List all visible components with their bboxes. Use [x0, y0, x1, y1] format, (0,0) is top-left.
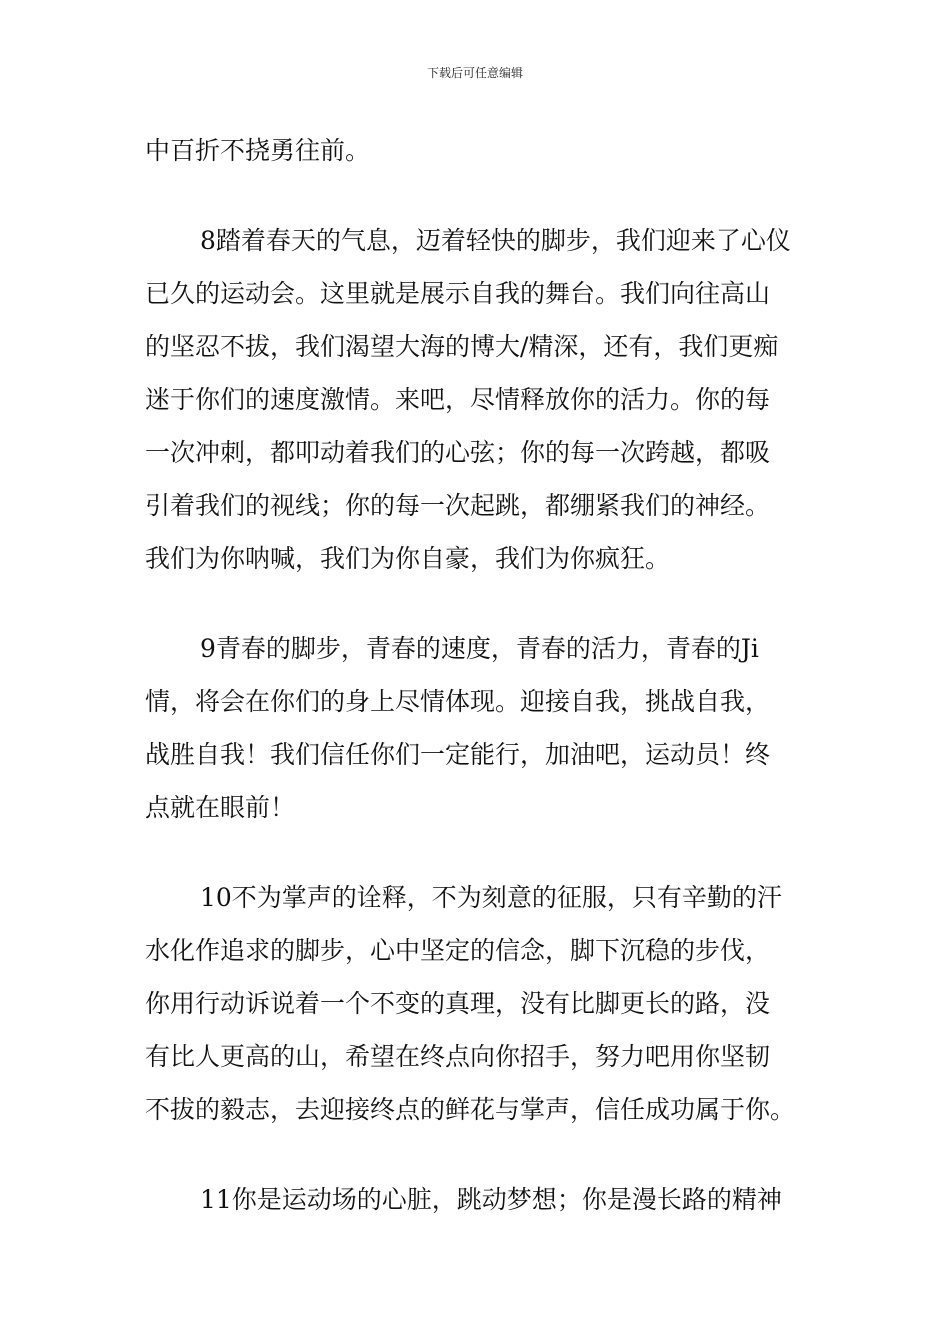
- text-line: 水化作追求的脚步，心中坚定的信念，脚下沉稳的步伐，: [145, 936, 771, 965]
- text-line: 引着我们的视线；你的每一次起跳，都绷紧我们的神经。: [145, 491, 771, 520]
- text-line: 的坚忍不拔，我们渴望大海的博大/精深，还有，我们更痴: [145, 332, 779, 361]
- text-line: 10不为掌声的诠释，不为刻意的征服，只有辛勤的汗: [200, 883, 782, 912]
- paragraph-8: [145, 214, 810, 585]
- paragraph-9: [145, 622, 810, 834]
- text-line: 8踏着春天的气息，迈着轻快的脚步，我们迎来了心仪: [200, 226, 791, 255]
- text-line: 9青春的脚步，青春的速度，青春的活力，青春的Ji: [200, 634, 759, 663]
- paragraph-gap: [145, 1136, 810, 1173]
- paragraph-11: [145, 1173, 810, 1226]
- page-header: 下载后可任意编辑: [426, 66, 523, 80]
- text-line: 一次冲刺，都叩动着我们的心弦；你的每一次跨越，都吸: [145, 438, 771, 467]
- text-line: 有比人更高的山，希望在终点向你招手，努力吧用你坚韧: [145, 1042, 771, 1071]
- paragraph-gap: [145, 834, 810, 871]
- text-line: 迷于你们的速度激情。来吧，尽情释放你的活力。你的每: [145, 385, 771, 414]
- paragraph-1: [145, 124, 810, 177]
- text-line: 战胜自我！我们信任你们一定能行，加油吧，运动员！终: [145, 740, 771, 769]
- text-line: 不拔的毅志，去迎接终点的鲜花与掌声，信任成功属于你。: [145, 1095, 796, 1124]
- paragraph-10: [145, 871, 810, 1136]
- text-line: 情，将会在你们的身上尽情体现。迎接自我，挑战自我，: [145, 687, 771, 716]
- document-body: [145, 124, 810, 1226]
- text-line: 中百折不挠勇往前。: [145, 136, 371, 165]
- text-line: 11你是运动场的心脏，跳动梦想；你是漫长路的精神: [200, 1185, 782, 1214]
- text-line: 我们为你呐喊，我们为你自豪，我们为你疯狂。: [145, 544, 671, 573]
- text-line: 已久的运动会。这里就是展示自我的舞台。我们向往高山: [145, 279, 771, 308]
- paragraph-gap: [145, 585, 810, 622]
- text-line: 你用行动诉说着一个不变的真理，没有比脚更长的路，没: [145, 989, 771, 1018]
- paragraph-gap: [145, 177, 810, 214]
- text-line: 点就在眼前！: [145, 793, 296, 822]
